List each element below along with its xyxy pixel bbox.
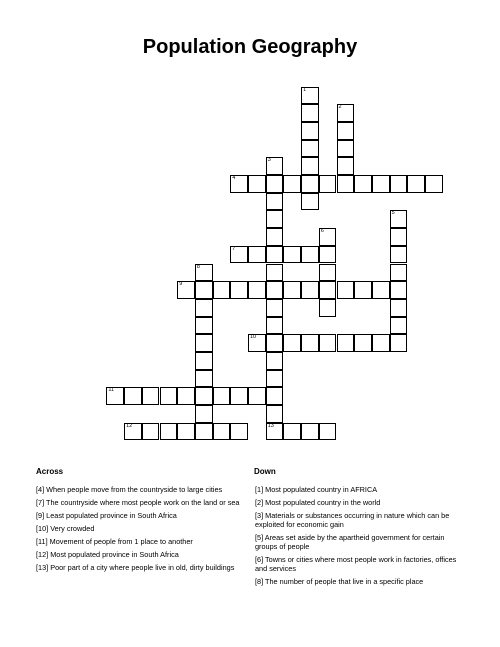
grid-cell[interactable] [337, 140, 355, 158]
down-clue [255, 533, 467, 551]
grid-cell[interactable] [283, 281, 301, 299]
grid-cell[interactable] [301, 246, 319, 264]
grid-cell[interactable] [337, 175, 355, 193]
clue-text: When people move from the countryside to large cities [44, 485, 223, 494]
grid-cell[interactable] [266, 210, 284, 228]
grid-cell[interactable] [407, 175, 425, 193]
grid-cell[interactable] [319, 423, 337, 441]
grid-cell[interactable] [266, 352, 284, 370]
grid-cell[interactable] [390, 299, 408, 317]
grid-cell[interactable] [337, 334, 355, 352]
clue-number: 3 [267, 157, 271, 164]
clue-text: Movement of people from 1 place to another [47, 537, 193, 546]
grid-cell[interactable] [266, 299, 284, 317]
grid-cell[interactable] [372, 281, 390, 299]
down-clue [255, 485, 467, 494]
grid-cell[interactable] [390, 317, 408, 335]
grid-cell[interactable] [319, 281, 337, 299]
grid-cell[interactable] [354, 175, 372, 193]
clue-label-number: [8] [255, 577, 264, 586]
clue-number: 12 [126, 422, 133, 429]
grid-cell[interactable] [177, 387, 195, 405]
grid-cell[interactable] [124, 423, 142, 441]
grid-cell[interactable] [390, 210, 408, 228]
clue-text: Most populated country in the world [263, 498, 381, 507]
grid-cell[interactable] [266, 281, 284, 299]
grid-cell[interactable] [390, 281, 408, 299]
clue-number: 10 [250, 334, 257, 341]
grid-cell[interactable] [390, 246, 408, 264]
grid-cell[interactable] [142, 423, 160, 441]
grid-cell[interactable] [266, 387, 284, 405]
clue-text: Areas set aside by the apartheid government for certain groups of people [255, 533, 445, 551]
clue-number: 1 [303, 86, 307, 93]
grid-cell[interactable] [248, 387, 266, 405]
grid-cell[interactable] [390, 175, 408, 193]
grid-cell[interactable] [195, 352, 213, 370]
grid-cell[interactable] [230, 423, 248, 441]
clue-label-number: [11] [36, 537, 48, 546]
across-heading: Across [36, 467, 64, 476]
clue-number: 6 [320, 228, 324, 235]
clue-number: 13 [267, 422, 274, 429]
grid-cell[interactable] [301, 193, 319, 211]
clue-text: Materials or substances occurring in nature which can be exploited for economic gain [255, 511, 450, 529]
clue-text: Most populated province in South Africa [48, 550, 179, 559]
grid-cell[interactable] [301, 175, 319, 193]
grid-cell[interactable] [301, 281, 319, 299]
grid-cell[interactable] [230, 246, 248, 264]
grid-cell[interactable] [283, 246, 301, 264]
across-clue [36, 498, 246, 507]
grid-cell[interactable] [266, 193, 284, 211]
clue-label-number: [6] [255, 555, 264, 564]
grid-cell[interactable] [319, 264, 337, 282]
grid-cell[interactable] [283, 175, 301, 193]
grid-cell[interactable] [301, 334, 319, 352]
grid-cell[interactable] [266, 405, 284, 423]
grid-cell[interactable] [301, 140, 319, 158]
grid-cell[interactable] [319, 246, 337, 264]
grid-cell[interactable] [266, 317, 284, 335]
grid-cell[interactable] [248, 175, 266, 193]
grid-cell[interactable] [354, 334, 372, 352]
clue-label-number: [9] [36, 511, 45, 520]
clue-number: 8 [196, 263, 200, 270]
grid-cell[interactable] [319, 299, 337, 317]
grid-cell[interactable] [160, 387, 178, 405]
grid-cell[interactable] [266, 246, 284, 264]
clue-label-number: [10] [36, 524, 49, 533]
grid-cell[interactable] [266, 175, 284, 193]
clue-label-number: [2] [255, 498, 264, 507]
clue-text: Least populated province in South Africa [44, 511, 177, 520]
grid-cell[interactable] [337, 157, 355, 175]
grid-cell[interactable] [124, 387, 142, 405]
grid-cell[interactable] [301, 423, 319, 441]
grid-cell[interactable] [301, 122, 319, 140]
grid-cell[interactable] [301, 157, 319, 175]
across-clue [36, 563, 246, 572]
grid-cell[interactable] [195, 405, 213, 423]
grid-cell[interactable] [195, 281, 213, 299]
across-clue [36, 485, 246, 494]
grid-cell[interactable] [372, 334, 390, 352]
grid-cell[interactable] [106, 387, 124, 405]
grid-cell[interactable] [266, 228, 284, 246]
grid-cell[interactable] [195, 387, 213, 405]
grid-cell[interactable] [372, 175, 390, 193]
grid-cell[interactable] [301, 87, 319, 105]
grid-cell[interactable] [213, 281, 231, 299]
grid-cell[interactable] [319, 175, 337, 193]
grid-cell[interactable] [195, 264, 213, 282]
grid-cell[interactable] [195, 334, 213, 352]
across-clue [36, 537, 246, 546]
grid-cell[interactable] [195, 423, 213, 441]
grid-cell[interactable] [248, 246, 266, 264]
across-clue-list [36, 485, 246, 576]
clue-label-number: [13] [36, 563, 49, 572]
grid-cell[interactable] [301, 104, 319, 122]
grid-cell[interactable] [319, 334, 337, 352]
clue-text: Poor part of a city where people live in old, dirty buildings [48, 563, 235, 572]
grid-cell[interactable] [213, 423, 231, 441]
clue-number: 7 [232, 245, 236, 252]
grid-cell[interactable] [266, 157, 284, 175]
grid-cell[interactable] [248, 281, 266, 299]
grid-cell[interactable] [266, 370, 284, 388]
clue-text: Very crowded [48, 524, 95, 533]
across-clue [36, 511, 246, 520]
clue-number: 11 [108, 387, 115, 394]
clue-label-number: [7] [36, 498, 45, 507]
grid-cell[interactable] [248, 334, 266, 352]
clue-text: Most populated country in AFRICA [263, 485, 378, 494]
clue-number: 2 [338, 104, 342, 111]
down-clue-list [255, 485, 467, 590]
grid-cell[interactable] [230, 387, 248, 405]
grid-cell[interactable] [337, 281, 355, 299]
clue-label-number: [5] [255, 533, 264, 542]
grid-cell[interactable] [177, 281, 195, 299]
grid-cell[interactable] [266, 334, 284, 352]
grid-cell[interactable] [266, 423, 284, 441]
grid-cell[interactable] [283, 423, 301, 441]
clue-text: Towns or cities where most people work in factories, offices and services [255, 555, 457, 573]
grid-cell[interactable] [195, 370, 213, 388]
grid-cell[interactable] [195, 317, 213, 335]
grid-cell[interactable] [230, 281, 248, 299]
grid-cell[interactable] [177, 423, 195, 441]
down-heading: Down [254, 467, 276, 476]
grid-cell[interactable] [390, 264, 408, 282]
down-clue [255, 511, 467, 529]
clue-text: The countryside where most people work on the land or sea [44, 498, 240, 507]
clue-label-number: [12] [36, 550, 49, 559]
grid-cell[interactable] [283, 334, 301, 352]
grid-cell[interactable] [230, 175, 248, 193]
down-clue [255, 555, 467, 573]
grid-cell[interactable] [337, 104, 355, 122]
grid-cell[interactable] [319, 228, 337, 246]
clue-label-number: [3] [255, 511, 264, 520]
across-clue [36, 550, 246, 559]
grid-cell[interactable] [213, 387, 231, 405]
grid-cell[interactable] [160, 423, 178, 441]
clue-number: 9 [179, 281, 183, 288]
grid-cell[interactable] [390, 228, 408, 246]
across-clue [36, 524, 246, 533]
grid-cell[interactable] [354, 281, 372, 299]
grid-cell[interactable] [195, 299, 213, 317]
clue-number: 5 [391, 210, 395, 217]
clue-label-number: [4] [36, 485, 45, 494]
grid-cell[interactable] [142, 387, 160, 405]
clue-number: 4 [232, 175, 236, 181]
grid-cell[interactable] [266, 264, 284, 282]
clue-label-number: [1] [255, 485, 264, 494]
clue-text: The number of people that live in a specific place [263, 577, 424, 586]
grid-cell[interactable] [337, 122, 355, 140]
grid-cell[interactable] [425, 175, 443, 193]
down-clue [255, 577, 467, 586]
down-clue [255, 498, 467, 507]
grid-cell[interactable] [390, 334, 408, 352]
page-title: Population Geography [142, 36, 358, 58]
